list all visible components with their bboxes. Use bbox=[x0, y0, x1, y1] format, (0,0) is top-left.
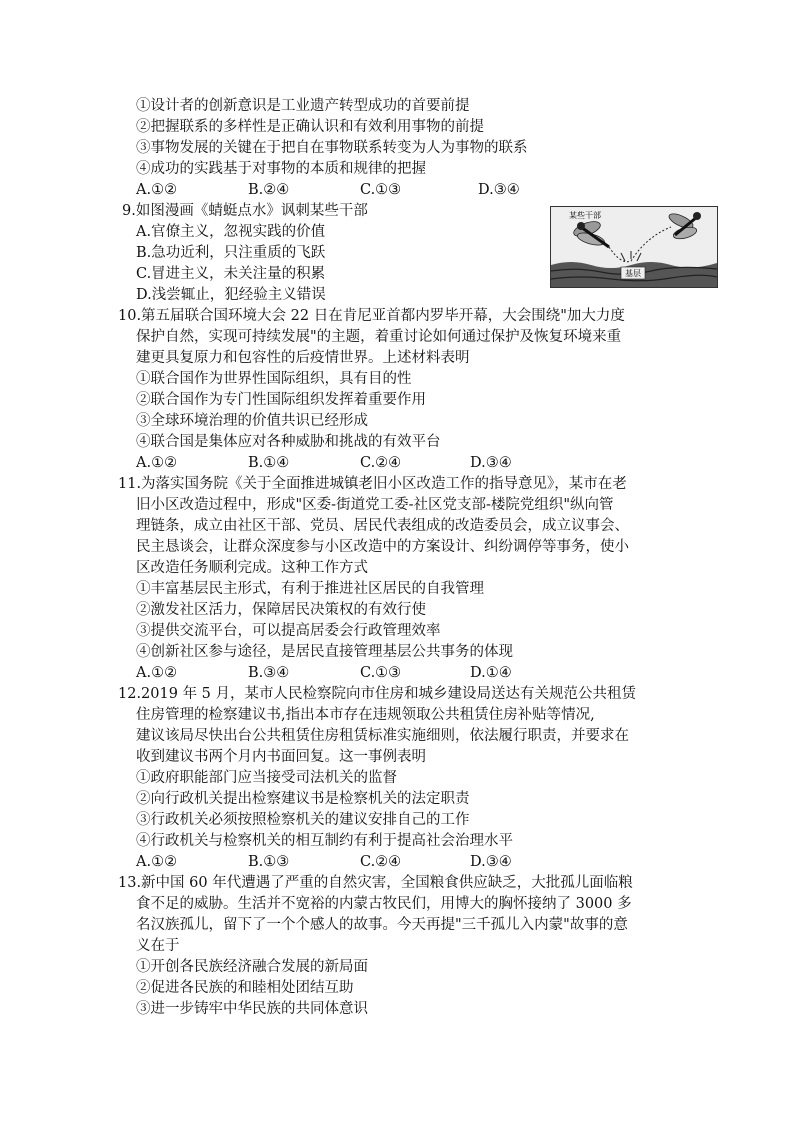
q12-option-a: A.①② bbox=[136, 854, 178, 870]
q9-choice-b: B.急功近利，只注重质的飞跃 bbox=[136, 245, 326, 261]
q11-item-1: ①丰富基层民主形式，有利于推进社区居民的自我管理 bbox=[136, 581, 484, 597]
q11-stem-line-1: 11.为落实国务院《关于全面推进城镇老旧小区改造工作的指导意见》，某市在老 bbox=[118, 476, 627, 492]
q12-item-1: ①政府职能部门应当接受司法机关的监督 bbox=[136, 770, 397, 786]
q11-stem-line-2: 旧小区改造过程中，形成"区委-街道党工委-社区党支部-楼院党组织"纵向管 bbox=[136, 497, 614, 513]
q9-choice-d: D.浅尝辄止，犯经验主义错误 bbox=[136, 287, 326, 303]
q11-option-b: B.③④ bbox=[248, 665, 290, 681]
dragonfly-cartoon bbox=[550, 206, 718, 288]
q8-option-b: B.②④ bbox=[248, 182, 290, 198]
q11-option-c: C.①③ bbox=[360, 665, 402, 681]
q9-choice-a: A.官僚主义，忽视实践的价值 bbox=[136, 224, 326, 240]
q12-option-d: D.③④ bbox=[470, 854, 512, 870]
q10-option-c: C.②④ bbox=[360, 455, 402, 471]
q9-stem: 9.如图漫画《蜻蜓点水》讽刺某些干部 bbox=[122, 203, 368, 219]
q10-stem-line-3: 建更具复原力和包容性的后疫情世界。上述材料表明 bbox=[136, 350, 470, 366]
q12-stem-line-4: 收到建议书两个月内书面回复。这一事例表明 bbox=[136, 749, 426, 765]
q11-stem-line-3: 理链条，成立由社区干部、党员、居民代表组成的改造委员会，成立议事会、 bbox=[136, 518, 629, 534]
q8-item-3: ③事物发展的关键在于把自在事物联系转变为人为事物的联系 bbox=[136, 140, 528, 156]
cartoon-label-grassroots: 基层 bbox=[625, 269, 641, 278]
q12-item-4: ④行政机关与检察机关的相互制约有利于提高社会治理水平 bbox=[136, 833, 513, 849]
q12-stem-line-1: 12.2019 年 5 月，某市人民检察院向市住房和城乡建设局送达有关规范公共租赁 bbox=[118, 686, 637, 702]
q8-option-d: D.③④ bbox=[478, 182, 520, 198]
q12-option-b: B.①③ bbox=[248, 854, 290, 870]
q10-option-d: D.③④ bbox=[470, 455, 512, 471]
q11-item-2: ②激发社区活力，保障居民决策权的有效行使 bbox=[136, 602, 426, 618]
q10-item-4: ④联合国是集体应对各种威胁和挑战的有效平台 bbox=[136, 434, 441, 450]
q10-option-a: A.①② bbox=[136, 455, 178, 471]
q10-stem-line-2: 保护自然，实现可持续发展"的主题，着重讨论如何通过保护及恢复环境来重 bbox=[136, 329, 622, 345]
q10-stem-line-1: 10.第五届联合国环境大会 22 日在肯尼亚首都内罗毕开幕，大会围绕"加大力度 bbox=[118, 308, 625, 324]
q10-item-2: ②联合国作为专门性国际组织发挥着重要作用 bbox=[136, 392, 426, 408]
q12-stem-line-2: 住房管理的检察建议书,指出本市存在违规领取公共租赁住房补贴等情况, bbox=[136, 707, 595, 723]
q10-item-3: ③全球环境治理的价值共识已经形成 bbox=[136, 413, 368, 429]
q11-stem-line-4: 民主恳谈会，让群众深度参与小区改造中的方案设计、纠纷调停等事务，使小 bbox=[136, 539, 629, 555]
q11-option-d: D.①④ bbox=[470, 665, 512, 681]
q8-item-4: ④成功的实践基于对事物的本质和规律的把握 bbox=[136, 161, 426, 177]
q9-choice-c: C.冒进主义，未关注量的积累 bbox=[136, 266, 326, 282]
q13-item-3: ③进一步铸牢中华民族的共同体意识 bbox=[136, 1001, 368, 1017]
q8-item-2: ②把握联系的多样性是正确认识和有效利用事物的前提 bbox=[136, 119, 484, 135]
q13-stem-line-2: 食不足的威胁。生活并不宽裕的内蒙古牧民们，用博大的胸怀接纳了 3000 多 bbox=[136, 896, 632, 912]
q10-option-b: B.①④ bbox=[248, 455, 290, 471]
q13-item-2: ②促进各民族的和睦相处团结互助 bbox=[136, 980, 354, 996]
q11-item-3: ③提供交流平台，可以提高居委会行政管理效率 bbox=[136, 623, 441, 639]
q8-option-c: C.①③ bbox=[360, 182, 402, 198]
q12-item-3: ③行政机关必须按照检察机关的建议安排自己的工作 bbox=[136, 812, 470, 828]
cartoon-label-cadre: 某些干部 bbox=[569, 211, 601, 220]
q13-stem-line-4: 义在于 bbox=[136, 938, 180, 954]
dragonfly-cartoon-drawing bbox=[551, 207, 717, 287]
q11-item-4: ④创新社区参与途径，是居民直接管理基层公共事务的体现 bbox=[136, 644, 513, 660]
q8-item-1: ①设计者的创新意识是工业遗产转型成功的首要前提 bbox=[136, 98, 470, 114]
q10-item-1: ①联合国作为世界性国际组织，具有目的性 bbox=[136, 371, 412, 387]
q8-option-a: A.①② bbox=[136, 182, 178, 198]
q13-stem-line-3: 名汉族孤儿，留下了一个个感人的故事。今天再提"三千孤儿入内蒙"故事的意 bbox=[136, 917, 628, 933]
q12-option-c: C.②④ bbox=[360, 854, 402, 870]
q12-stem-line-3: 建议该局尽快出台公共租赁住房租赁标准实施细则，依法履行职责，并要求在 bbox=[136, 728, 629, 744]
q11-stem-line-5: 区改造任务顺利完成。这种工作方式 bbox=[136, 560, 368, 576]
q13-item-1: ①开创各民族经济融合发展的新局面 bbox=[136, 959, 368, 975]
q11-option-a: A.①② bbox=[136, 665, 178, 681]
q13-stem-line-1: 13.新中国 60 年代遭遇了严重的自然灾害，全国粮食供应缺乏，大批孤儿面临粮 bbox=[118, 875, 633, 891]
q12-item-2: ②向行政机关提出检察建议书是检察机关的法定职责 bbox=[136, 791, 470, 807]
